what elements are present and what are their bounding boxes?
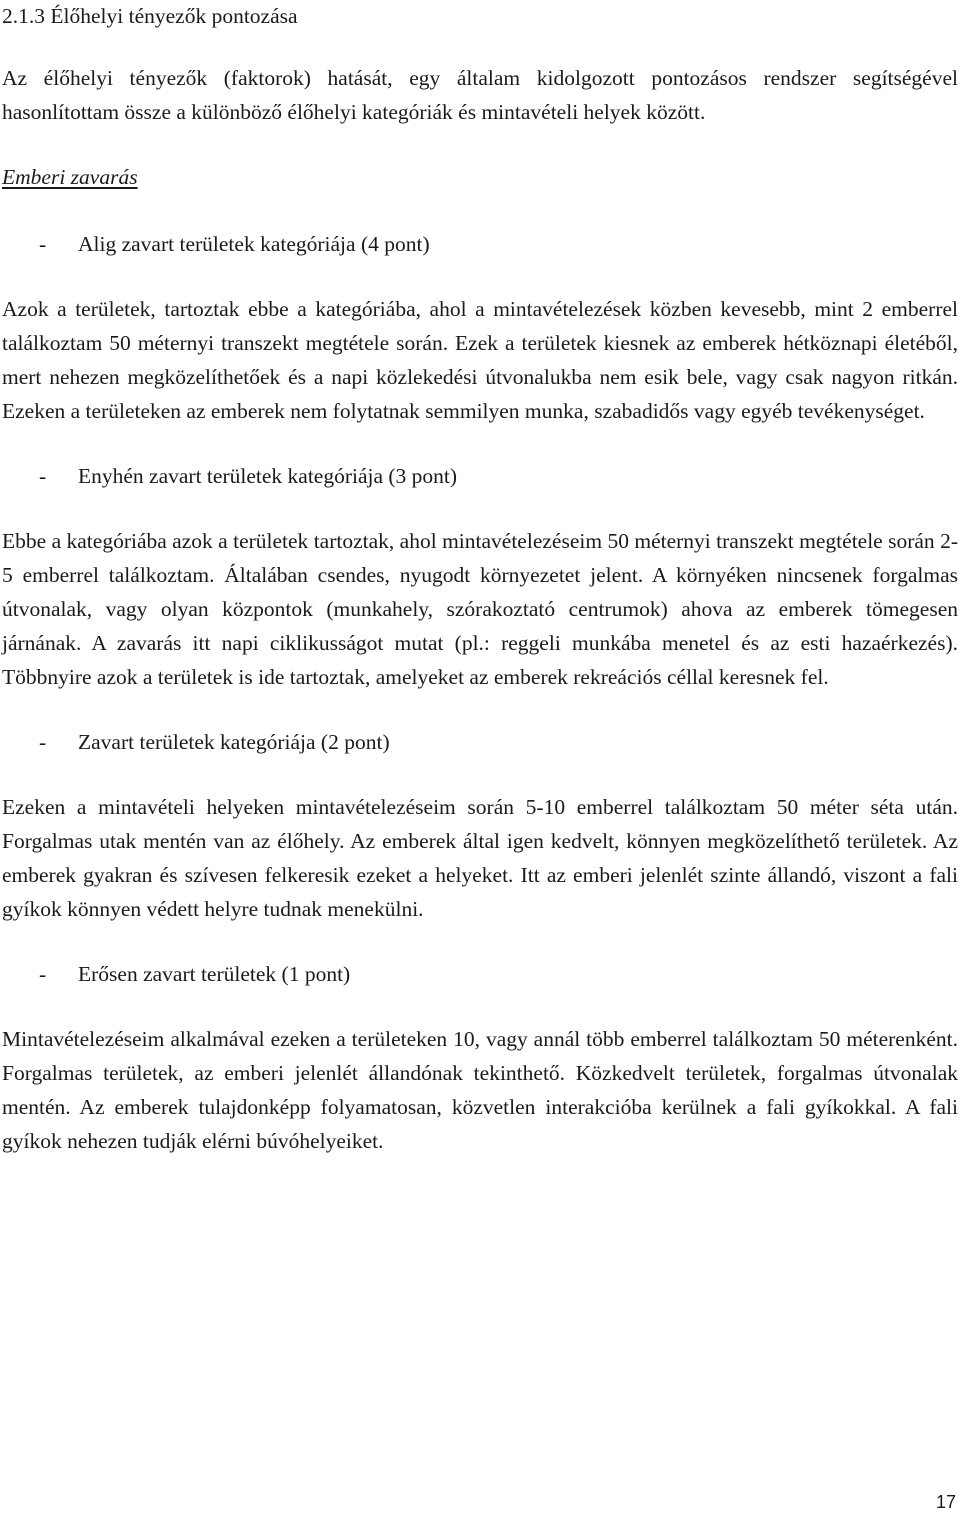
category-heading (2, 957, 958, 991)
category-paragraph: Azok a területek, tartoztak ebbe a kategóriába, ahol a mintavételezések közben kevesebb, mint 2 emberrel találkoztam 50 méternyi transzekt megtétele során. Ezek a területek kiesnek az emberek hétköznapi életéből, mert nehezen megközelíthetőek és a napi közlekedési útvonalukba nem esik bele, vagy csak nagyon ritkán. Ezeken a területeken az emberek nem folytatnak semmilyen munka, szabadidős vagy egyéb tevékenységet. (2, 297, 958, 423)
bullet-dash: - (39, 464, 47, 488)
category-title: Zavart területek kategóriája (2 pont) (78, 730, 390, 754)
category-title: Erősen zavart területek (1 pont) (78, 962, 351, 986)
page-number: 17 (935, 1492, 956, 1512)
category-paragraph: Mintavételezéseim alkalmával ezeken a területeken 10, vagy annál több emberrel találkoztam 50 méterenként. Forgalmas területek, az emberi jelenlét állandónak tekinthető. Közkedvelt területek, forgalmas útvonalak mentén. Az emberek tulajdonképp folyamatosan, közvetlen interakcióba kerülnek a fali gyíkokkal. A fali gyíkok nehezen tudják elérni búvóhelyeiket. (2, 1027, 958, 1153)
intro-paragraph: Az élőhelyi tényezők (faktorok) hatását, egy általam kidolgozott pontozásos rendszer segítségével hasonlítottam össze a különböző élőhelyi kategóriák és mintavételi helyek között. (2, 66, 958, 124)
category-heading (2, 227, 958, 261)
category-paragraph: Ezeken a mintavételi helyeken mintavételezéseim során 5-10 emberrel találkoztam 50 méter séta után. Forgalmas utak mentén van az élőhely. Az emberek által igen kedvelt, könnyen megközelíthető területek. Az emberek gyakran és szívesen felkeresik ezeket a helyeket. Itt az emberi jelenlét szinte állandó, viszont a fali gyíkok könnyen védett helyre tudnak menekülni. (2, 795, 958, 921)
bullet-dash: - (39, 962, 47, 986)
category-heading (2, 459, 958, 493)
bullet-dash: - (39, 232, 47, 256)
category-heading (2, 725, 958, 759)
document-page (2, 0, 958, 1158)
section-title: 2.1.3 Élőhelyi tényezők pontozása (2, 4, 298, 28)
category-title: Enyhén zavart területek kategóriája (3 pont) (78, 464, 458, 488)
bullet-dash: - (39, 730, 47, 754)
category-paragraph: Ebbe a kategóriába azok a területek tartoztak, ahol mintavételezéseim 50 méternyi transzekt megtétele során 2-5 emberrel találkoztam. Általában csendes, nyugodt környezetet jelent. A környéken nincsenek forgalmas útvonalak, vagy olyan központok (munkahely, szórakoztató centrumok) ahova az emberek tömegesen járnának. A zavarás itt napi ciklikusságot mutat (pl.: reggeli munkába menetel és az esti hazaérkezés). Többnyire azok a területek is ide tartoztak, amelyeket az emberek rekreációs céllal keresnek fel. (2, 529, 958, 689)
category-title: Alig zavart területek kategóriája (4 pont) (78, 232, 430, 256)
subsection-title: Emberi zavarás (2, 165, 138, 189)
